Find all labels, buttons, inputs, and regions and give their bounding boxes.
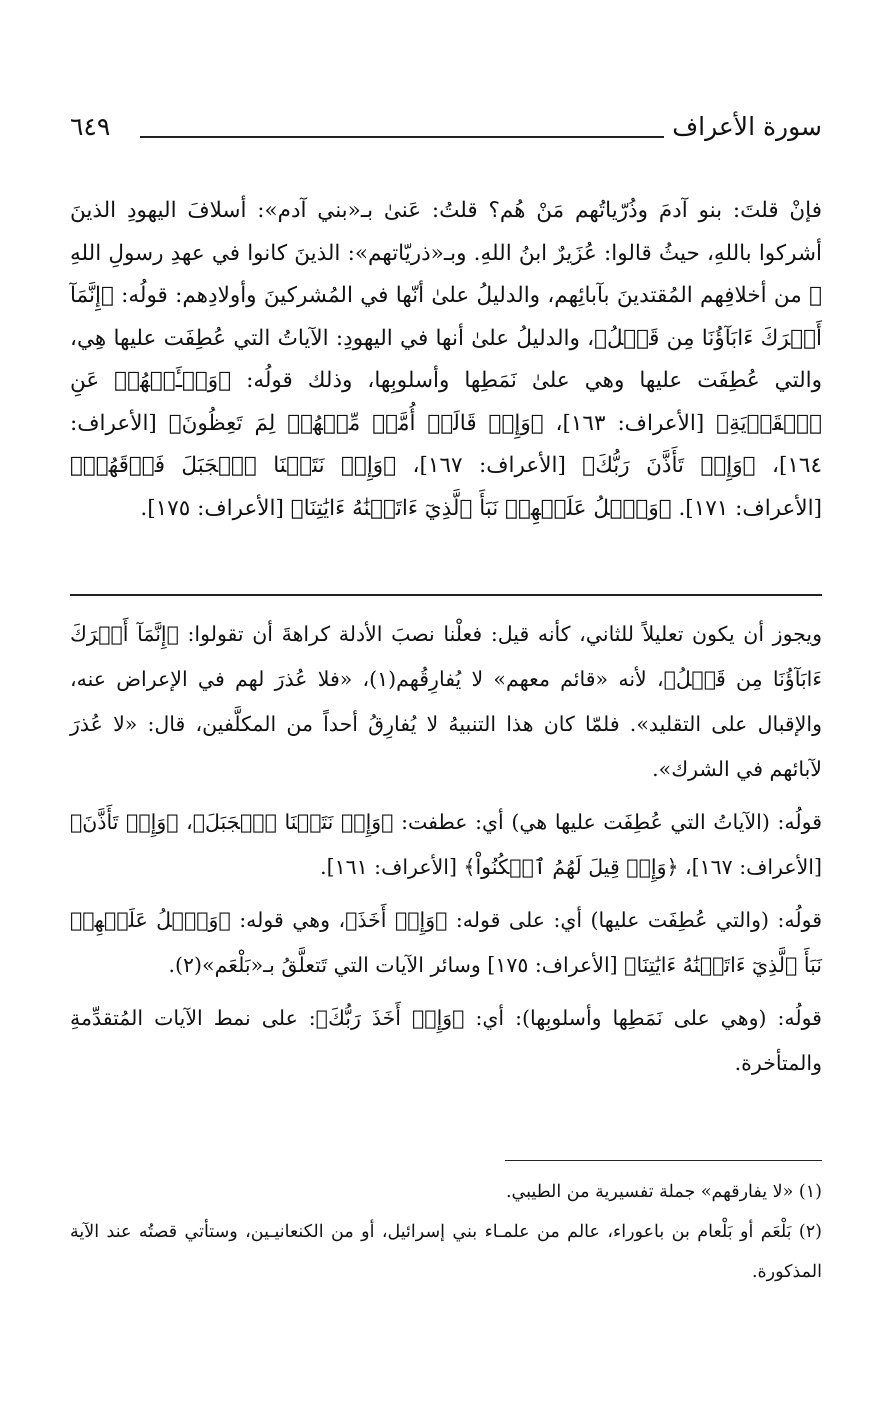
footnote-rule <box>505 1160 822 1161</box>
commentary-paragraph: فإنْ قلتَ: بنو آدمَ وذُرّياتُهم مَنْ هُم؟ قلتُ: عَنىٰ بـ«بني آدم»: أسلافَ اليهودِ الذينَ أشركوا باللهِ، حيثُ قالوا: عُزَيرٌ ابنُ اللهِ. وبـ«ذريّاتهم»: الذينَ كانوا في عهدِ رسولِ اللهِ ﷺ من أخلافِهم المُقتدينَ بآبائِهم، والدليلُ علىٰ أنّها في المُشركينَ وأولادِهم: قولُه: ﴿إِنَّمَآ أَشۡرَكَ ءَابَآؤُنَا مِن قَبۡلُ﴾، والدليلُ علىٰ أنها في اليهودِ: الآياتُ التي عُطِفَت عليها هِي، والتي عُطِفَت عليها وهي علىٰ نَمَطِها وأسلوبِها، وذلك قولُه: ﴿وَسۡـَٔلۡهُمۡ عَنِ ٱلۡقَرۡيَةِ﴾ [الأعراف: ١٦٣]، ﴿وَإِذۡ قَالَتۡ أُمَّةٞ مِّنۡهُمۡ لِمَ تَعِظُونَ﴾ [الأعراف: ١٦٤]، ﴿وَإِذۡ تَأَذَّنَ رَبُّكَ﴾ [الأعراف: ١٦٧]، ﴿وَإِذۡ نَتَقۡنَا ٱلۡجَبَلَ فَوۡقَهُمۡ﴾ [الأعراف: ١٧١]. ﴿وَٱتۡلُ عَلَيۡهِمۡ نَبَأَ ٱلَّذِيٓ ءَاتَيۡنَٰهُ ءَايَٰتِنَا﴾ [الأعراف: ١٧٥]. <box>70 198 823 521</box>
commentary-text <box>70 190 822 530</box>
annotation-text <box>70 612 822 1094</box>
footnote: (١) «لا يفارقهم» جملة تفسيرية من الطيبي. <box>505 1182 822 1202</box>
annotation-paragraph: قولُه: (وهي على نَمَطِها وأسلوبِها): أي: ﴿وَإِذۡ أَخَذَ رَبُّكَ﴾: على نمط الآيات المُتقدِّمةِ والمتأخرة. <box>70 1006 822 1075</box>
header-rule <box>140 136 664 138</box>
footnote: (٢) بَلْعَم أو بَلْعام بن باعوراء، عالم من علمـاء بني إسرائيل، أو من الكنعانيـين، وستأتي قصتُه عند الآية المذكورة. <box>70 1222 822 1282</box>
annotation-paragraph: قولُه: (الآياتُ التي عُطِفَت عليها هي) أي: عطفت: ﴿وَإِذۡ نَتَقۡنَا ٱلۡجَبَلَ﴾، ﴿وَإِذۡ تَأَذَّنَ﴾ [الأعراف: ١٦٧]، ﴿وَإِذۡ قِيلَ لَهُمُ ٱسۡكُنُواْ﴾ [الأعراف: ١٦١]. <box>70 810 822 879</box>
annotation-paragraph: ويجوز أن يكون تعليلاً للثاني، كأنه قيل: فعلْنا نصبَ الأدلة كراهةَ أن تقولوا: ﴿إِنَّمَآ أَشۡرَكَ ءَابَآؤُنَا مِن قَبۡلُ﴾، لأنه «قائم معهم» لا يُفارِقُهم(١)، «فلا عُذرَ لهم في الإعراض عنه، والإقبال على التقليد». فلمّا كان هذا التنبيهُ لا يُفارِقُ أحداً من المكلَّفين، قال: «لا عُذرَ لآبائهم في الشرك». <box>70 622 822 781</box>
section-separator <box>70 594 822 596</box>
page-number: ٦٤٩ <box>70 112 111 141</box>
surah-title: سورة الأعراف <box>672 112 822 141</box>
annotation-paragraph: قولُه: (والتي عُطِفَت عليها) أي: على قوله: ﴿وَإِذۡ أَخَذَ﴾، وهي قوله: ﴿وَٱتۡلُ عَلَيۡهِمۡ نَبَأَ ٱلَّذِيٓ ءَاتَيۡنَٰهُ ءَايَٰتِنَا﴾ [الأعراف: ١٧٥] وسائر الآيات التي تَتعلَّقُ بـ«بَلْعَم»(٢). <box>70 908 822 977</box>
page-header <box>70 112 822 152</box>
footnotes <box>70 1172 822 1292</box>
